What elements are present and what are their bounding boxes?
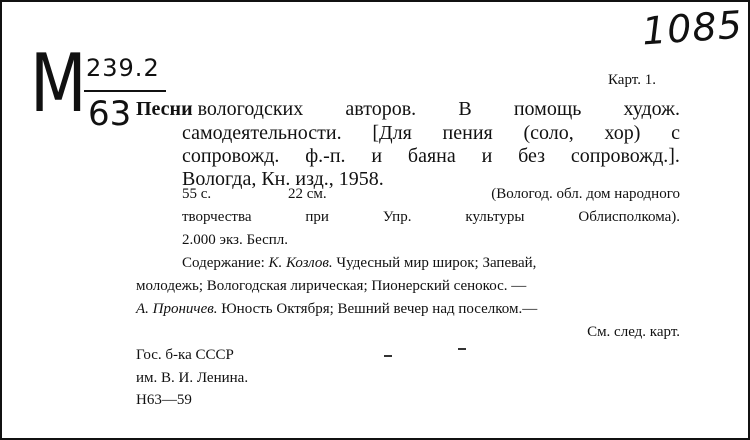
title-word: без — [518, 145, 546, 167]
title-word: помощь — [513, 98, 582, 120]
series-word: культуры — [465, 209, 525, 225]
title-word: пения — [442, 122, 493, 144]
shelf-mark-rule — [84, 90, 166, 92]
title-word: авторов. — [345, 98, 417, 120]
shelf-mark-number: 239.2 — [86, 54, 160, 82]
shelf-mark-letter: М — [30, 37, 87, 130]
title-word: (соло, — [523, 122, 574, 144]
title-word: с — [671, 122, 680, 144]
series-line-1: (Вологод. обл. дом народного — [491, 186, 680, 202]
card-number: Карт. 1. — [608, 72, 656, 88]
contents-author: А. Проничев. — [136, 301, 218, 317]
contents-author: К. Козлов. — [268, 255, 333, 271]
contents-line-3 — [136, 301, 537, 318]
title-word: В — [458, 98, 472, 120]
title-word: [Для — [372, 122, 412, 144]
series-word: творчества — [182, 209, 252, 225]
series-line-2 — [182, 209, 680, 226]
size: 22 см. — [288, 186, 327, 202]
series-word: Упр. — [382, 209, 412, 225]
card-code: Н63—59 — [136, 392, 192, 408]
contents-label: Содержание: — [182, 255, 265, 271]
title-word: и — [371, 145, 383, 167]
stray-mark — [384, 355, 392, 357]
library-name-2: им. В. И. Ленина. — [136, 370, 249, 386]
pages: 55 с. — [182, 186, 212, 202]
contents-titles: Юность Октября; Вешний вечер над поселком.— — [221, 301, 538, 317]
contents-titles: Чудесный мир широк; Запевай, — [336, 255, 537, 271]
stray-mark — [458, 348, 466, 350]
title-word: сопровожд.]. — [570, 145, 680, 167]
title-word: хор) — [604, 122, 641, 144]
title-word: ф.-п. — [305, 145, 346, 167]
title-line-3 — [182, 145, 680, 168]
title-word: худож. — [623, 98, 680, 120]
imprint-line: Вологда, Кн. изд., 1958. — [182, 168, 384, 190]
library-name: Гос. б-ка СССР — [136, 347, 234, 363]
copies-price: 2.000 экз. Беспл. — [182, 232, 289, 248]
see-next-card: См. след. карт. — [587, 324, 680, 340]
title-line-2 — [182, 122, 680, 145]
title-word: и — [481, 145, 493, 167]
title-word: баяна — [407, 145, 456, 167]
series-word: при — [305, 209, 329, 225]
author-mark: 63 — [88, 94, 132, 134]
title-line-1 — [136, 98, 680, 121]
contents-line-1 — [182, 255, 536, 272]
inventory-number: 1085 — [640, 2, 745, 54]
title-word: сопровожд. — [182, 145, 280, 167]
title-word: вологодских — [197, 98, 304, 120]
title-word: самодеятельности. — [182, 122, 342, 144]
contents-line-2: молодежь; Вологодская лирическая; Пионерский сенокос. — — [136, 278, 527, 294]
series-word: Облисполкома). — [578, 209, 680, 225]
title-heading-word: Песни — [136, 98, 193, 120]
